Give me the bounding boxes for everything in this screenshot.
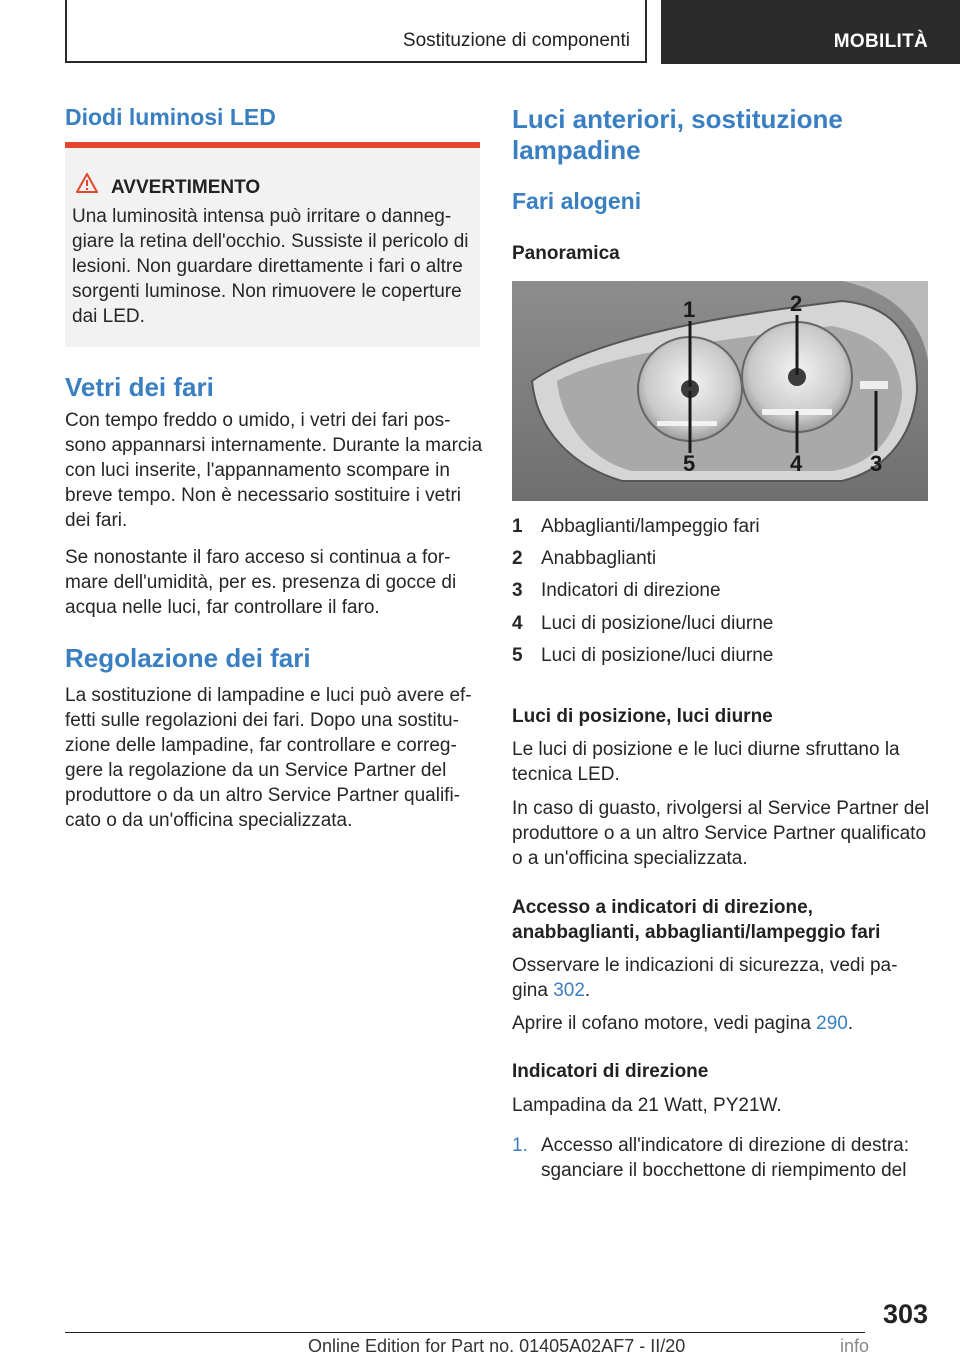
heading-led: Diodi luminosi LED — [65, 104, 276, 130]
text-line: sono appannarsi internamente. Durante la marcia — [65, 435, 483, 456]
warning-line: Una luminosità intensa può irritare o danneg- — [72, 206, 452, 227]
header-section-box — [65, 0, 647, 63]
legend-number: 4 — [512, 613, 523, 634]
legend-number: 1 — [512, 516, 523, 537]
text-line: cato o da un'officina specializzata. — [65, 810, 353, 831]
headlight-figure — [512, 281, 928, 501]
legend-number: 5 — [512, 645, 523, 666]
figure-label-5: 5 — [683, 451, 696, 476]
text-fragment: . — [847, 1013, 854, 1034]
text-line: gere la regolazione da un Service Partner del — [65, 760, 447, 781]
legend-item — [512, 645, 773, 667]
text-line: produttore o da un altro Service Partner qualifi- — [65, 785, 460, 806]
warning-text — [72, 204, 472, 329]
warning-line: giare la retina dell'occhio. Sussiste il pericolo di — [72, 231, 469, 252]
footer-watermark: info — [840, 1336, 870, 1356]
text-line: produttore o a un altro Service Partner qualificato — [512, 823, 927, 844]
page-link-302[interactable]: 302 — [553, 980, 585, 1001]
heading-main — [512, 104, 843, 166]
text-line: dei fari. — [65, 510, 128, 531]
legend-item — [512, 516, 760, 538]
warning-box — [65, 142, 480, 347]
warning-line: dai LED. — [72, 306, 145, 327]
text-line: Osservare le indicazioni di sicurezza, vedi pa- — [512, 955, 898, 976]
legend-text: Anabbaglianti — [541, 548, 657, 569]
page-number: 303 — [882, 1299, 928, 1329]
step-item — [512, 1133, 932, 1183]
drl-strip-left — [657, 421, 717, 426]
paragraph-accesso-1 — [512, 953, 932, 1003]
paragraph-accesso-2 — [512, 1011, 932, 1036]
legend-number: 3 — [512, 580, 523, 601]
text-fragment: Aprire il cofano motore, vedi pagina — [512, 1013, 817, 1034]
header-section-title: Sostituzione di componenti — [402, 30, 630, 51]
paragraph-pos-1 — [512, 737, 932, 787]
heading-accesso-line: Accesso a indicatori di direzione, — [512, 897, 813, 918]
text-line — [512, 978, 932, 1003]
paragraph-vetri-1 — [65, 408, 485, 533]
legend-text: Indicatori di direzione — [541, 580, 721, 601]
legend-text: Abbaglianti/lampeggio fari — [541, 516, 760, 537]
footer-divider — [65, 1332, 865, 1333]
legend-item — [512, 613, 773, 635]
header-chapter-tab[interactable] — [661, 0, 960, 64]
warning-line: lesioni. Non guardare direttamente i fari o altre — [72, 256, 463, 277]
paragraph-lampadina: Lampadina da 21 Watt, PY21W. — [512, 1095, 782, 1116]
warning-triangle-icon — [75, 172, 99, 194]
warning-line: sorgenti luminose. Non rimuovere le coperture — [72, 281, 462, 302]
text-line: zione delle lampadine, far controllare e correg- — [65, 735, 457, 756]
text-line: sganciare il bocchettone di riempimento del — [541, 1160, 907, 1181]
text-line: Se nonostante il faro acceso si continua a for- — [65, 547, 451, 568]
text-line: La sostituzione di lampadine e luci può avere ef- — [65, 685, 472, 706]
legend-number: 2 — [512, 548, 523, 569]
heading-main-line: lampadine — [512, 135, 641, 165]
heading-luci-posizione: Luci di posizione, luci diurne — [512, 706, 773, 727]
text-fragment: gina — [512, 980, 554, 1001]
legend-text: Luci di posizione/luci diurne — [541, 645, 774, 666]
text-line: con luci inserite, l'appannamento scompare in — [65, 460, 450, 481]
legend-text: Luci di posizione/luci diurne — [541, 613, 774, 634]
header-chapter-label: MOBILITÀ — [833, 31, 928, 52]
text-line: breve tempo. Non è necessario sostituire i vetri — [65, 485, 462, 506]
heading-indicatori: Indicatori di direzione — [512, 1061, 709, 1082]
footer-edition: Online Edition for Part no. 01405A02AF7 - II/20 — [308, 1336, 686, 1356]
paragraph-pos-2 — [512, 796, 932, 871]
heading-main-line: Luci anteriori, sostituzione — [512, 104, 843, 134]
step-number: 1. — [512, 1135, 528, 1156]
text-line: o a un'officina specializzata. — [512, 848, 748, 869]
heading-accesso — [512, 895, 880, 945]
text-line: In caso di guasto, rivolgersi al Service Partner del — [512, 798, 930, 819]
figure-label-3: 3 — [870, 451, 883, 476]
legend-item — [512, 548, 656, 570]
text-line: tecnica LED. — [512, 764, 620, 785]
paragraph-vetri-2 — [65, 545, 485, 620]
text-line: mare dell'umidità, per es. presenza di gocce di — [65, 572, 457, 593]
paragraph-regolazione — [65, 683, 485, 833]
text-line: acqua nelle luci, far controllare il faro. — [65, 597, 380, 618]
legend-item — [512, 580, 721, 602]
turn-signal — [860, 381, 888, 389]
heading-regolazione: Regolazione dei fari — [65, 643, 311, 673]
heading-fari-alogeni: Fari alogeni — [512, 188, 642, 214]
heading-vetri: Vetri dei fari — [65, 372, 214, 402]
text-line: Accesso all'indicatore di direzione di destra: — [541, 1135, 909, 1156]
figure-label-2: 2 — [790, 291, 803, 316]
text-line: fetti sulle regolazioni dei fari. Dopo una sostitu- — [65, 710, 459, 731]
heading-accesso-line: anabbaglianti, abbaglianti/lampeggio fari — [512, 922, 881, 943]
text-line: Con tempo freddo o umido, i vetri dei fari pos- — [65, 410, 451, 431]
page-link-290[interactable]: 290 — [816, 1013, 848, 1034]
text-fragment: . — [584, 980, 591, 1001]
warning-title: AVVERTIMENTO — [111, 177, 261, 198]
figure-label-1: 1 — [683, 297, 696, 322]
text-line: Le luci di posizione e le luci diurne sfruttano la — [512, 739, 900, 760]
figure-label-4: 4 — [790, 451, 803, 476]
heading-panoramica: Panoramica — [512, 243, 620, 264]
